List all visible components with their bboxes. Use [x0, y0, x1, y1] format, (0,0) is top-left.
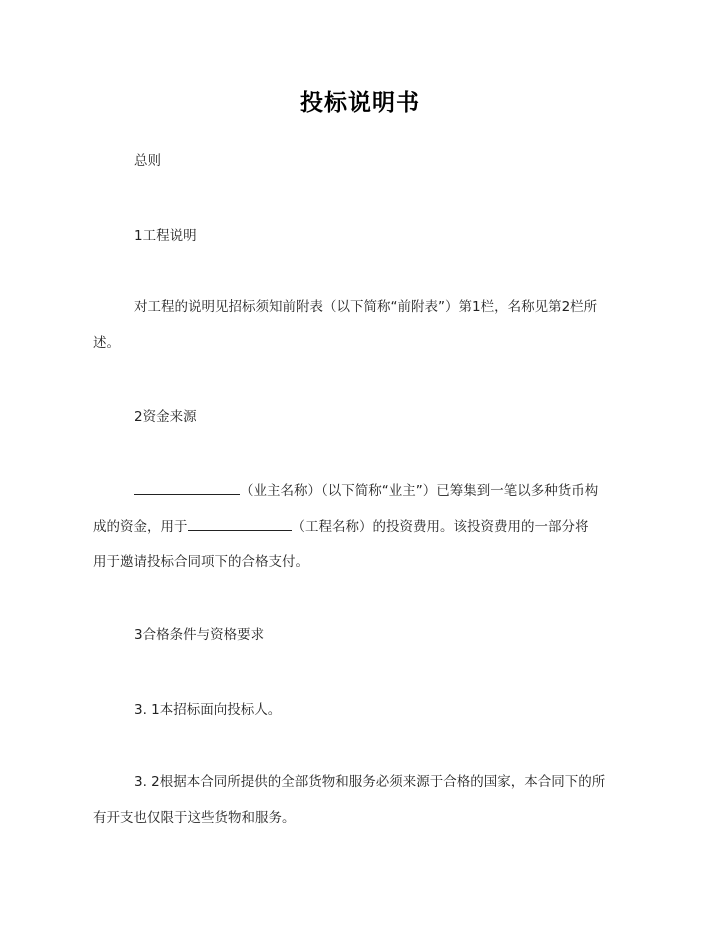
project-name-blank	[188, 517, 292, 531]
section-2-paragraph-line-2	[93, 517, 589, 536]
section-2-line-2-text-before: 成的资金，用于	[93, 519, 188, 535]
section-general-heading: 总则	[134, 153, 161, 169]
section-1-paragraph-line-1: 对工程的说明见招标须知前附表（以下简称“前附表”）第1栏，名称见第2栏所	[134, 299, 598, 315]
section-2-line-2-text-after: （工程名称）的投资费用。该投资费用的一部分将	[291, 519, 589, 535]
section-2-line-1-text: （业主名称）（以下简称“业主”）已筹集到一笔以多种货币构	[240, 483, 599, 499]
section-3-1-paragraph: 3. 1本招标面向投标人。	[134, 702, 282, 718]
section-3-heading: 3合格条件与资格要求	[134, 627, 265, 643]
section-2-paragraph-line-1	[134, 481, 598, 500]
document-title: 投标说明书	[300, 90, 420, 116]
section-1-heading: 1工程说明	[134, 228, 197, 244]
owner-name-blank	[134, 481, 240, 495]
section-3-2-paragraph-line-1: 3. 2根据本合同所提供的全部货物和服务必须来源于合格的国家，本合同下的所	[134, 774, 606, 790]
section-1-paragraph-line-2: 述。	[93, 335, 120, 351]
section-3-2-paragraph-line-2: 有开支也仅限于这些货物和服务。	[93, 810, 296, 826]
section-2-heading: 2资金来源	[134, 409, 197, 425]
section-2-paragraph-line-3: 用于邀请投标合同项下的合格支付。	[93, 554, 309, 570]
